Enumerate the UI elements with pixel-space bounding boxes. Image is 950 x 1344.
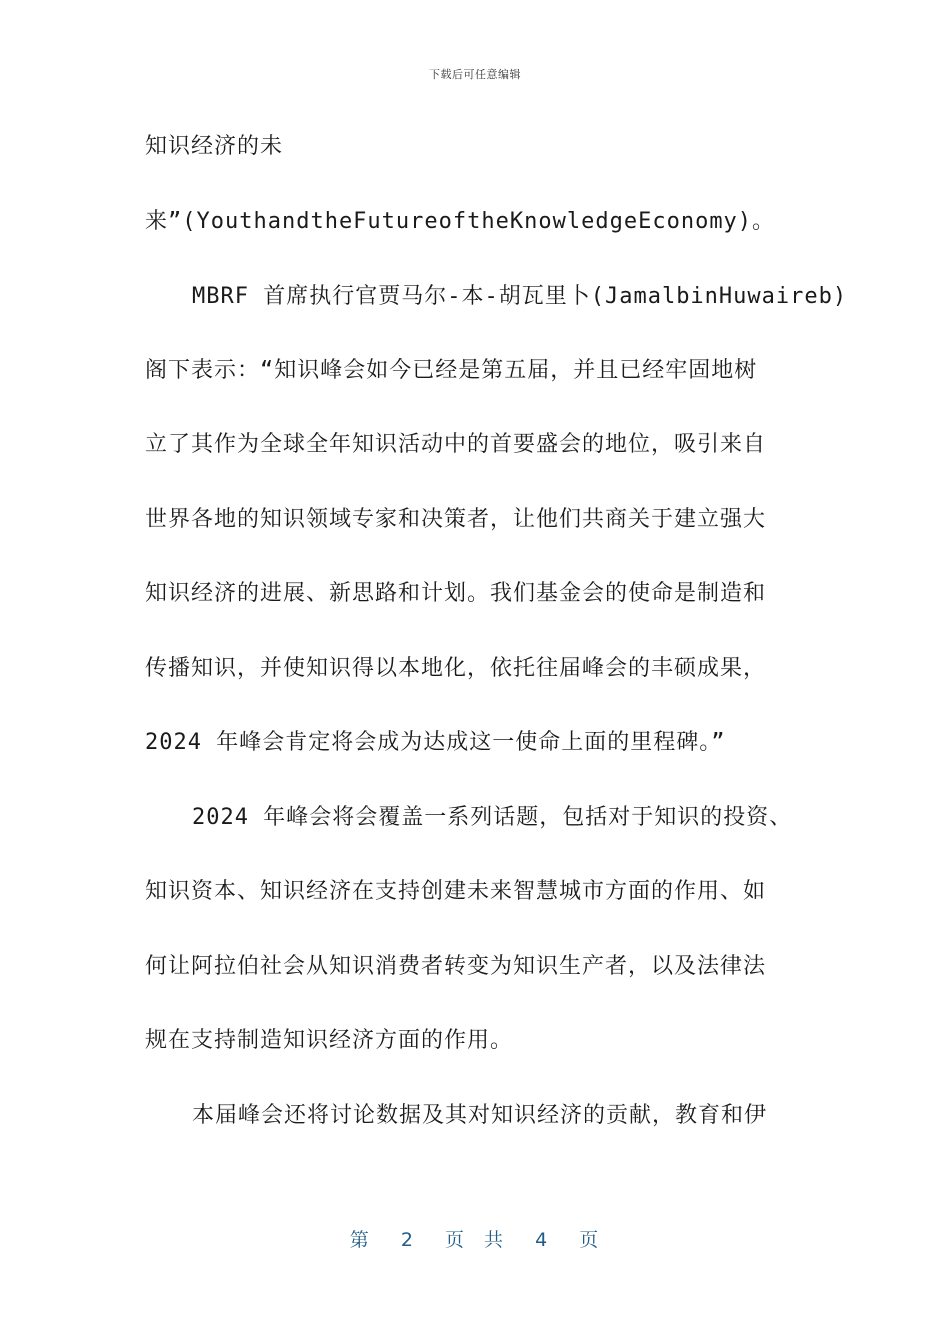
body-line: 规在支持制造知识经济方面的作用。 — [145, 1028, 514, 1053]
footer-current-page: 2 — [400, 1229, 415, 1251]
body-line: 本届峰会还将讨论数据及其对知识经济的贡献，教育和伊 — [192, 1103, 768, 1128]
body-line: 知识资本、知识经济在支持创建未来智慧城市方面的作用、如 — [145, 879, 767, 904]
body-line: 立了其作为全球全年知识活动中的首要盛会的地位，吸引来自 — [145, 432, 767, 457]
footer-label-of: 页 共 — [444, 1229, 506, 1251]
page-footer — [0, 1225, 950, 1252]
body-line: 传播知识，并使知识得以本地化，依托往届峰会的丰硕成果， — [145, 656, 767, 681]
footer-label-end: 页 — [579, 1229, 601, 1251]
body-line: 世界各地的知识领域专家和决策者，让他们共商关于建立强大 — [145, 507, 767, 532]
body-line: 何让阿拉伯社会从知识消费者转变为知识生产者，以及法律法 — [145, 954, 767, 979]
footer-label-page: 第 — [349, 1229, 371, 1251]
body-line: MBRF 首席执行官贾马尔-本-胡瓦里卜(JamalbinHuwaireb) — [192, 284, 848, 309]
body-line: 知识经济的进展、新思路和计划。我们基金会的使命是制造和 — [145, 581, 767, 606]
body-line: 来”(YouthandtheFutureoftheKnowledgeEconomy)。 — [145, 209, 776, 234]
page-header-note: 下载后可任意编辑 — [429, 68, 521, 81]
body-line: 阁下表示：“知识峰会如今已经是第五届，并且已经牢固地树 — [145, 358, 758, 383]
footer-total-pages: 4 — [535, 1229, 550, 1251]
body-line: 2024 年峰会将会覆盖一系列话题，包括对于知识的投资、 — [192, 805, 793, 830]
body-line: 2024 年峰会肯定将会成为达成这一使命上面的里程碑。” — [145, 730, 726, 755]
body-line: 知识经济的未 — [145, 134, 284, 159]
